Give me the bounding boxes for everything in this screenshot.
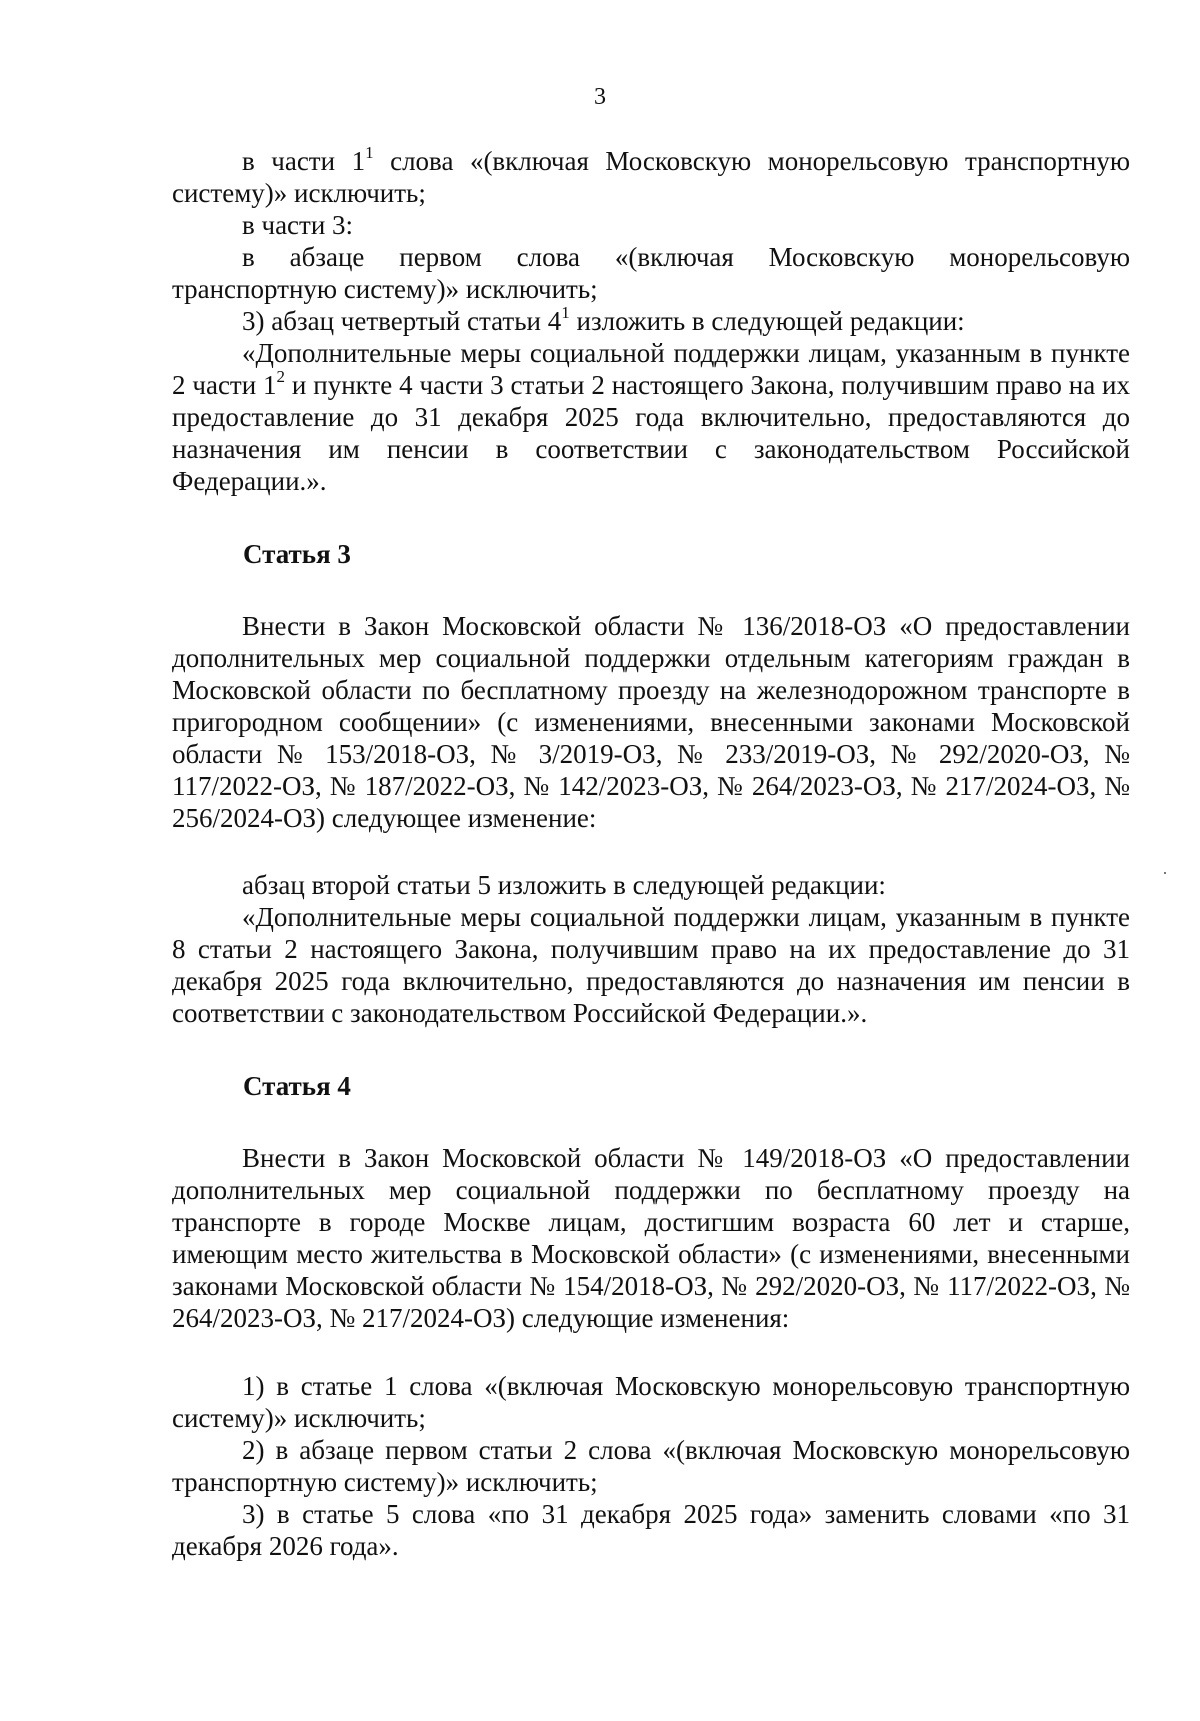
paragraph-text: и пункте 4 части 3 статьи 2 настоящего Закона, получившим право на их предоставление до 31 декабря 2025 года включительно, предоставляются до назначения им пенсии в соответствии с законодательством Российской Федерации.». [172, 370, 1130, 496]
article-4-item-3: 3) в статье 5 слова «по 31 декабря 2025 года» заменить словами «по 31 декабря 2026 года». [172, 1499, 1130, 1561]
paragraph-quote-measures [172, 337, 1130, 497]
article-3-heading: Статья 3 [243, 539, 351, 569]
paragraph-first-abzac: в абзаце первом слова «(включая Московскую монорельсовую транспортную систему)» исключить; [172, 242, 1130, 304]
superscript: 1 [561, 303, 570, 322]
superscript: 1 [365, 143, 374, 162]
superscript: 2 [276, 367, 286, 386]
article-4-item-1: 1) в статье 1 слова «(включая Московскую монорельсовую транспортную систему)» исключить; [172, 1371, 1130, 1433]
article-3-intro: Внести в Закон Московской области № 136/2018-ОЗ «О предоставлении дополнительных мер социальной поддержки отдельным категориям граждан в Московской области по бесплатному проезду на железнодорожном транспорте в пригородном сообщении» (с изменениями, внесенными законами Московской области № 153/2018-ОЗ, № 3/2019-ОЗ, № 233/2019-ОЗ, № 292/2020-ОЗ, № 117/2022-ОЗ, № 187/2022-ОЗ, № 142/2023-ОЗ, № 264/2023-ОЗ, № 217/2024-ОЗ, № 256/2024-ОЗ) следующее изменение: [172, 611, 1130, 833]
page-number: 3 [594, 84, 606, 110]
document-body [172, 145, 1130, 1562]
paragraph-text: «Дополнительные меры социальной поддержки лицам, указанным в пункте 2 части 1 [172, 338, 1130, 400]
paragraph-text: в части 1 [242, 146, 366, 176]
article-4-heading: Статья 4 [243, 1071, 351, 1101]
article-4-intro: Внести в Закон Московской области № 149/2018-ОЗ «О предоставлении дополнительных мер социальной поддержки по бесплатному проезду на транспорте в городе Москве лицам, достигшим возраста 60 лет и старше, имеющим место жительства в Московской области» (с изменениями, внесенными законами Московской области № 154/2018-ОЗ, № 292/2020-ОЗ, № 117/2022-ОЗ, № 264/2023-ОЗ, № 217/2024-ОЗ) следующие изменения: [172, 1143, 1130, 1333]
scan-speck [1164, 872, 1166, 874]
article-4-item-2: 2) в абзаце первом статьи 2 слова «(включая Московскую монорельсовую транспортную систему)» исключить; [172, 1435, 1130, 1497]
paragraph-item-3 [172, 305, 1130, 337]
paragraph-text: слова «(включая Московскую монорельсовую транспортную систему)» исключить; [172, 146, 1130, 208]
paragraph-part-1-1 [172, 145, 1130, 209]
article-3-quote: «Дополнительные меры социальной поддержки лицам, указанным в пункте 8 статьи 2 настоящего Закона, получившим право на их предоставление до 31 декабря 2025 года включительно, предоставляются до назначения им пенсии в соответствии с законодательством Российской Федерации.». [172, 902, 1130, 1028]
article-3-item: абзац второй статьи 5 изложить в следующей редакции: [242, 870, 886, 900]
paragraph-part-3: в части 3: [242, 210, 354, 240]
paragraph-text: изложить в следующей редакции: [569, 306, 965, 336]
paragraph-text: 3) абзац четвертый статьи 4 [242, 306, 562, 336]
